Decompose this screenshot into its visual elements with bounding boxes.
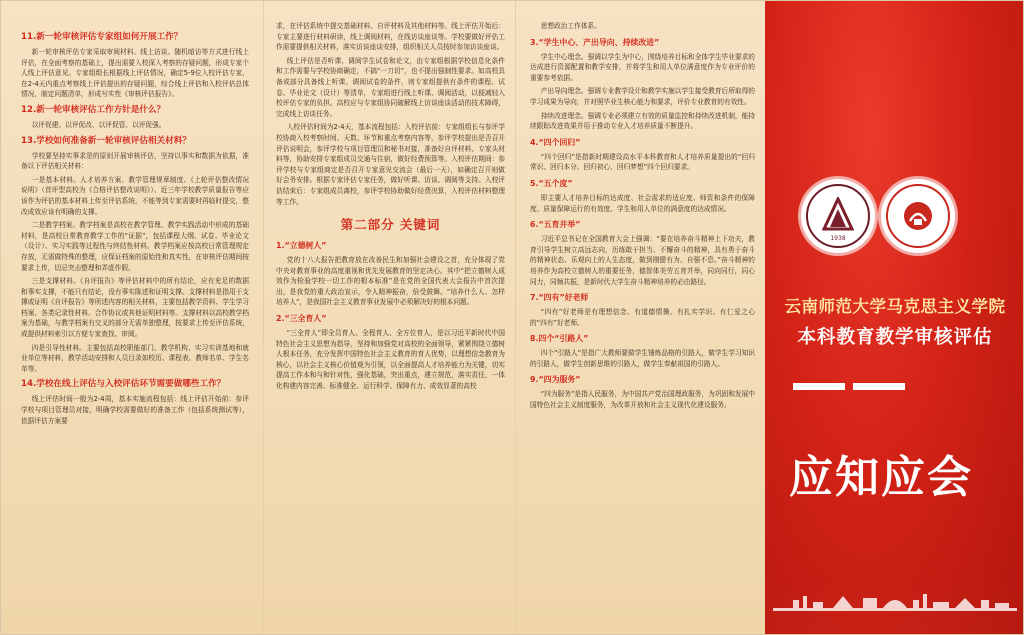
text-kw5: 即主要人才培养目标的达成度、社会需求的适应度、师资和条件的保障度、质量保障运行的有效度、学生和用人单位的满意度的达成情况。 <box>530 193 755 213</box>
school-name: 云南师范大学马克思主义学院 <box>784 297 1006 316</box>
text-onsite-review: 入校评估时间为2-4天，基本流程包括：入校评估前：专家组组长与参评学校协商入校考察时间、天数、环节和重点考察内容等，参评学校提出是否召开评估说明会，参评学校与项目管理员和秘书对接，准备好自评材料、专家头材料等，协助安排专家组成员交通与住宿，做好经费预算等。入校评估期间：参评学校与专家组商定是否召开专家意见交流会（最后一天），如确定召开则做好会务安排。根据专家评估专家任务，做好听课、访谈、调阅等支持。入校评估结束后：专家组成员离校，参评学校协助做好经费决算，入校评估材料整理等工作。 <box>276 123 505 206</box>
heading-q13: 13.学校如何准备新一轮审核评估相关材料？ <box>21 135 191 146</box>
heading-kw8: 8.四个“引路人” <box>530 334 589 344</box>
text-q12: 以评促建、以评促改、以评促管、以评促强。 <box>31 120 166 129</box>
text-kw2: “三全育人”即全员育人、全程育人、全方位育人，是以习近平新时代中国特色社会主义思想为指导，坚持和加强党对高校的全面领导，紧紧围绕立德树人根本任务，充分发挥中国特色社会主义教育的育人优势，以理想信念教育为核心，以社会主义核心价值观为引领，以全面提高人才培养能力为关键，切实提高工作本和与和针对性，强化基础，突出重点，建立规范，落实责任，一体化构建内容完善、标准健全、运行科学、保障有力、成效显著的高校 <box>276 329 505 391</box>
heading-kw7: 7.“四有”好老师 <box>530 293 589 303</box>
text-kw1: 党的十八大报告把教育放在改善民生和加强社会建设之首，充分体现了党中央对教育事业的高度重视和优先发展教育的坚定决心。其中“把立德树人成效作为检验学校一切工作的根本标准”是在党的全国代表大会报告中首次提出，是我党的重大政治宣示，令人精神振奋，倍受鼓舞。“培养什么人、怎样培养人”，是我国社会主义教育事业发展中必须解决好的根本问题。 <box>276 256 505 307</box>
heading-q11: 11.新一轮审核评估专家组如何开展工作？ <box>21 32 183 42</box>
heading-kw6: 6.“五育并举” <box>530 220 581 230</box>
heading-kw9: 9.“四为服务” <box>530 375 581 385</box>
heading-kw4: 4.“四个回归” <box>530 137 581 147</box>
text-kw3-output: 产出导向理念。强调专业教学设计和教学实施以学生接受教育后所取得的学习成果为导向，并对照毕业生核心能力和要求，评价专业教育的有效性。 <box>530 87 755 106</box>
panel-right <box>515 1 765 635</box>
text-kw7: “四有”好老师是有理想信念、有道德情操、有扎实学识、有仁爱之心的“四有”好老师。 <box>530 308 755 327</box>
seal-group <box>785 179 1015 259</box>
text-q13-guide: 四是引导性材料。主要包括高校职能部门、教学机构、实习实训基地和就业单位等材料，教学活动安排和人员目录如校历、课程表、教师名单、学生名单等。 <box>21 343 249 373</box>
text-kw9: “四为服务”是指人民服务，为中国共产党治国理政服务，为巩固和发展中国特色社会主义制度服务，为改革开放和社会主义现代化建设服务。 <box>530 390 755 410</box>
text-q13-archive: 二是教学档案。教学档案是高校在教学管理、教学实践活动中形成的基础材料，是高校日常教育教学工作的“证据”，包括课程大纲、试卷、毕业论文（设计）、实习实践等过程性与终结性材料。教学档案应按高校日常管理规定存放，无需做特殊的整理，应保证档案的原始性和真实性，在审核评估期间按要求上传，切忌突击整理和弄虚作假。 <box>21 221 249 272</box>
text-q13-basic: 一是基本材料。人才培养方案、教学管理规章制度、《上轮评估整改情况说明》（首评型高校为《合格评估整改说明》）、近三年学校教学质量报告等应该作为评估的基本材料上传至评估系统，不能等到专家需要时再临时提交，整改成效应该有明确的支撑。 <box>21 175 249 216</box>
panel-middle <box>263 1 515 635</box>
text-q14-cont: 求，在评估系统中提交基础材料、自评材料及其他材料等。线上评估开始后：专家主要进行材料研读，线上调阅材料，在线访谈座谈等。学校要做好评估工作需要提供相关材料，落实访谈座谈安排，组织相关人员按时参加访谈座谈。 <box>276 22 505 52</box>
heading-q12: 12.新一轮审核评估工作方针是什么？ <box>21 104 166 115</box>
text-q14: 线上评估时间一般为2-4周，基本实施流程包括：线上评估开始前：参评学校与项目管理员对接，明确学校需要做好的准备工作（包括系统测试等），依据评估方案要 <box>21 395 249 425</box>
divider-dash <box>793 383 845 390</box>
text-kw3-improve: 持续改进理念。强调专业必须建立有效的质量监控和持续改进机制，能持续跟踪改进效果并用于推动专业人才培养质量不断提升。 <box>530 111 755 131</box>
heading-kw3: 3.“学生中心、产出导向、持续改进” <box>530 37 660 47</box>
heading-kw5: 5.“五个度” <box>530 178 573 188</box>
text-q13-support: 三是支撑材料。《自评报告》等评估材料中的所有结论，应有充足的数据和事实支撑，不能只有结论，没有事实陈述和证明支撑。支撑材料是指用于支撑或证明《自评报告》等所述内容的相关材料，主要包括教学资料、学生学习档案、各类记录性材料、合作协议或其他证明材料等。支撑材料以高校教学档案为基础，与教学档案有交叉的部分无需单独整理，按要求上传至评估系统，或提供材料索引以方便专家查找、审阅。 <box>21 277 249 339</box>
panel-left <box>1 1 263 635</box>
text-kw3-student: 学生中心理念。强调以学生为中心，围绕培养目标和全体学生毕业要求的达成进行资源配置和教学安排，并将学生和用人单位满意度作为专业评价的重要参考依据。 <box>530 52 755 82</box>
text-kw6: 习近平总书记在全国教育大会上强调：“要在培养奋斗精神上下功夫，教育引导学生树立高远志向，历练敢于担当、不懈奋斗的精神，具有勇于奋斗的精神状态、乐观向上的人生态度，做到刚健有为、自强不息。”奋斗精神的培养作为高校立德树人的重要任务，德智体美劳五育并举，同向同行，同心同力，同频共振，是新时代大学生奋斗精神培养的必由路径。 <box>530 235 755 286</box>
marxism-school-seal-icon <box>881 179 955 253</box>
bottom-decoration <box>765 576 1024 635</box>
text-q11: 新一轮审核评估专家采取审阅材料、线上访谈、随机暗访等方式进行线上评估，在全面考察的基础上，提出需要入校深入考察的存疑问题，形成专家个人线上评估意见。专家组组长根据线上评估情况，确定5-9位入校评估专家，在2-4天内重点考察线上评估提出的存疑问题，综合线上评估和入校评估总体情况，制定问题清单，形成写实性《审核评估报告》。 <box>21 48 249 99</box>
text-kw8: 四个“引路人”是指广大教师要做学生锤炼品格的引路人，做学生学习知识的引路人，做学生创新思维的引路人，做学生奉献祖国的引路人。 <box>530 349 755 368</box>
text-online-review: 线上评估是否听课、调阅学生试卷和论文，由专家组根据学校信息化条件和工作需要与学校协商确定，不搞“一刀切”，也不提出强制性要求。如高校具备或部分具备线上听课、调阅试卷的条件，则专家组提供有条件的课程、试卷、毕业论文（设计）等清单，专家组进行线上听课、调阅活动，以便减轻入校评估专家的负担。高校应与专家组协同破解线上访谈座谈活动的技术障碍，完成线上访谈任务。 <box>276 56 505 118</box>
main-title: 应知应会 <box>789 452 973 503</box>
part-two-title: 第二部分 关键词 <box>340 217 441 233</box>
university-seal-icon <box>801 179 875 253</box>
text-kw4: “四个回归”是指新时期建设高水平本科教育和人才培养质量提出的“回归常识、回归本分、回归初心、回归梦想”四个回归要求。 <box>530 152 755 172</box>
heading-kw1: 1.“立德树人” <box>276 241 327 251</box>
cover-panel <box>765 1 1024 635</box>
text-q13-intro: 学校要坚持实事求是的原则开展审核评估，坚持以事实和数据为依据，准备以下评估相关材料： <box>21 151 249 171</box>
text-kw2-cont: 思想政治工作体系。 <box>540 22 601 30</box>
divider-dash <box>853 383 905 390</box>
heading-q14: 14.学校在线上评估与入校评估环节需要做哪些工作？ <box>21 379 226 390</box>
seal-year: 1938 <box>830 235 846 242</box>
evaluation-title: 本科教育教学审核评估 <box>797 327 993 348</box>
heading-kw2: 2.“三全育人” <box>276 314 327 324</box>
